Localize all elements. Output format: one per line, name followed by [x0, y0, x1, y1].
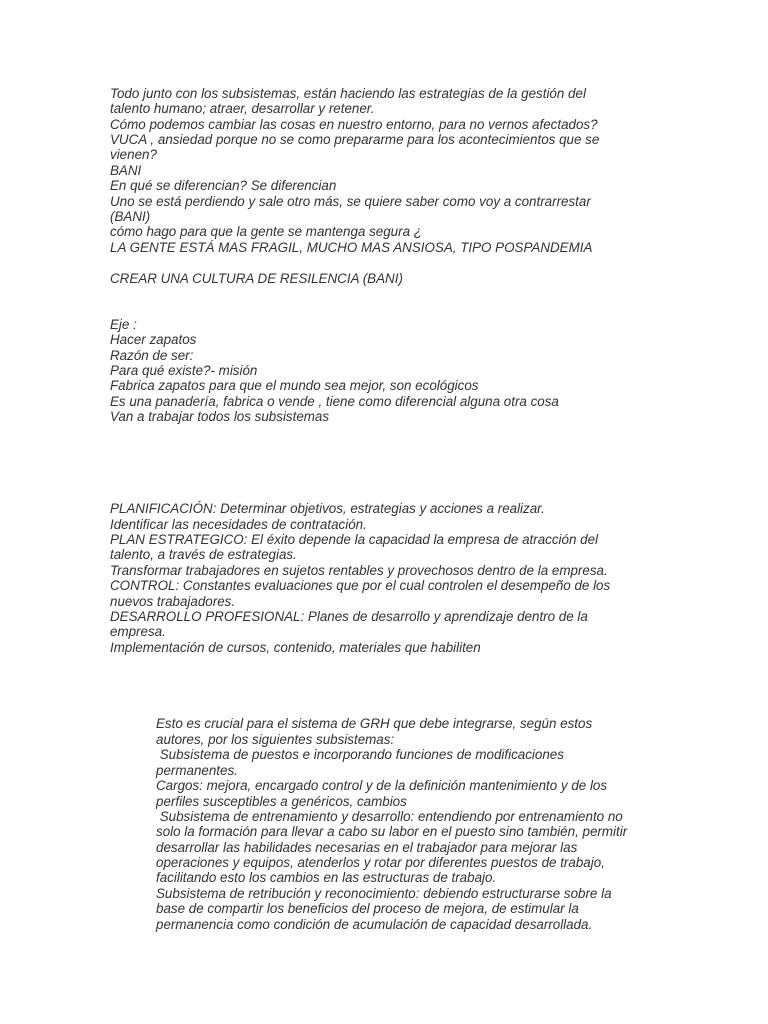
text-line: Subsistema de entrenamiento y desarrollo: entendiendo por entrenamiento no [156, 809, 623, 824]
text-line: desarrollar las habilidades necesarias en el trabajador para mejorar las [156, 840, 578, 855]
text-line: cómo hago para que la gente se mantenga segura ¿ [110, 224, 422, 239]
text-line: Subsistema de puestos e incorporando funciones de modificaciones [156, 747, 564, 762]
text-line: nuevos trabajadores. [110, 594, 236, 609]
text-line: empresa. [110, 624, 166, 639]
text-line: Cómo podemos cambiar las cosas en nuestro entorno, para no vernos afectados? [110, 117, 598, 132]
text-line: VUCA , ansiedad porque no se como prepararme para los acontecimientos que se [110, 132, 600, 147]
text-line: Es una panadería, fabrica o vende , tiene como diferencial alguna otra cosa [110, 394, 559, 409]
text-line: BANI [110, 163, 142, 178]
text-line: CONTROL: Constantes evaluaciones que por el cual controlen el desempeño de los [110, 578, 611, 593]
text-line: Fabrica zapatos para que el mundo sea mejor, son ecológicos [110, 378, 479, 393]
text-line: Uno se está perdiendo y sale otro más, se quiere saber como voy a contrarrestar [110, 194, 591, 209]
text-line: talento, a través de estrategias. [110, 547, 297, 562]
text-line: PLAN ESTRATEGICO: El éxito depende la capacidad la empresa de atracción del [110, 532, 599, 547]
text-line: operaciones y equipos, atenderlos y rotar por diferentes puestos de trabajo, [156, 855, 605, 870]
text-line: vienen? [110, 147, 157, 162]
text-line: PLANIFICACIÓN: Determinar objetivos, estrategias y acciones a realizar. [110, 501, 545, 516]
text-line: En qué se diferencian? Se diferencian [110, 178, 337, 193]
text-line: (BANI) [110, 209, 151, 224]
text-line: Esto es crucial para el sistema de GRH que debe integrarse, según estos [156, 716, 593, 731]
text-line: solo la formación para llevar a cabo su labor en el puesto sino también, permitir [156, 824, 628, 839]
text-line: Para qué existe?- misión [110, 363, 258, 378]
text-line: permanentes. [156, 763, 238, 778]
text-line: autores, por los siguientes subsistemas: [156, 732, 395, 747]
text-line: CREAR UNA CULTURA DE RESILENCIA (BANI) [110, 271, 403, 286]
text-line: Todo junto con los subsistemas, están haciendo las estrategias de la gestión del [110, 86, 586, 101]
text-line: DESARROLLO PROFESIONAL: Planes de desarrollo y aprendizaje dentro de la [110, 609, 588, 624]
text-line: Transformar trabajadores en sujetos rentables y provechosos dentro de la empresa. [110, 563, 608, 578]
text-line: Razón de ser: [110, 348, 194, 363]
text-line: talento humano; atraer, desarrollar y retener. [110, 101, 375, 116]
text-line: Eje : [110, 317, 137, 332]
text-line: Cargos: mejora, encargado control y de la definición mantenimiento y de los [156, 778, 608, 793]
text-line: Implementación de cursos, contenido, materiales que habiliten [110, 640, 481, 655]
text-line: facilitando esto los cambios en las estructuras de trabajo. [156, 870, 497, 885]
text-line: perfiles susceptibles a genéricos, cambios [156, 794, 407, 809]
text-line: Subsistema de retribución y reconocimiento: debiendo estructurarse sobre la [156, 886, 612, 901]
text-line: LA GENTE ESTÁ MAS FRAGIL, MUCHO MAS ANSIOSA, TIPO POSPANDEMIA [110, 240, 593, 255]
text-line: Hacer zapatos [110, 332, 197, 347]
text-line: Identificar las necesidades de contratación. [110, 517, 367, 532]
text-line: base de compartir los beneficios del proceso de mejora, de estimular la [156, 901, 579, 916]
text-line: permanencia como condición de acumulación de capacidad desarrollada. [156, 917, 593, 932]
text-line: Van a trabajar todos los subsistemas [110, 409, 330, 424]
